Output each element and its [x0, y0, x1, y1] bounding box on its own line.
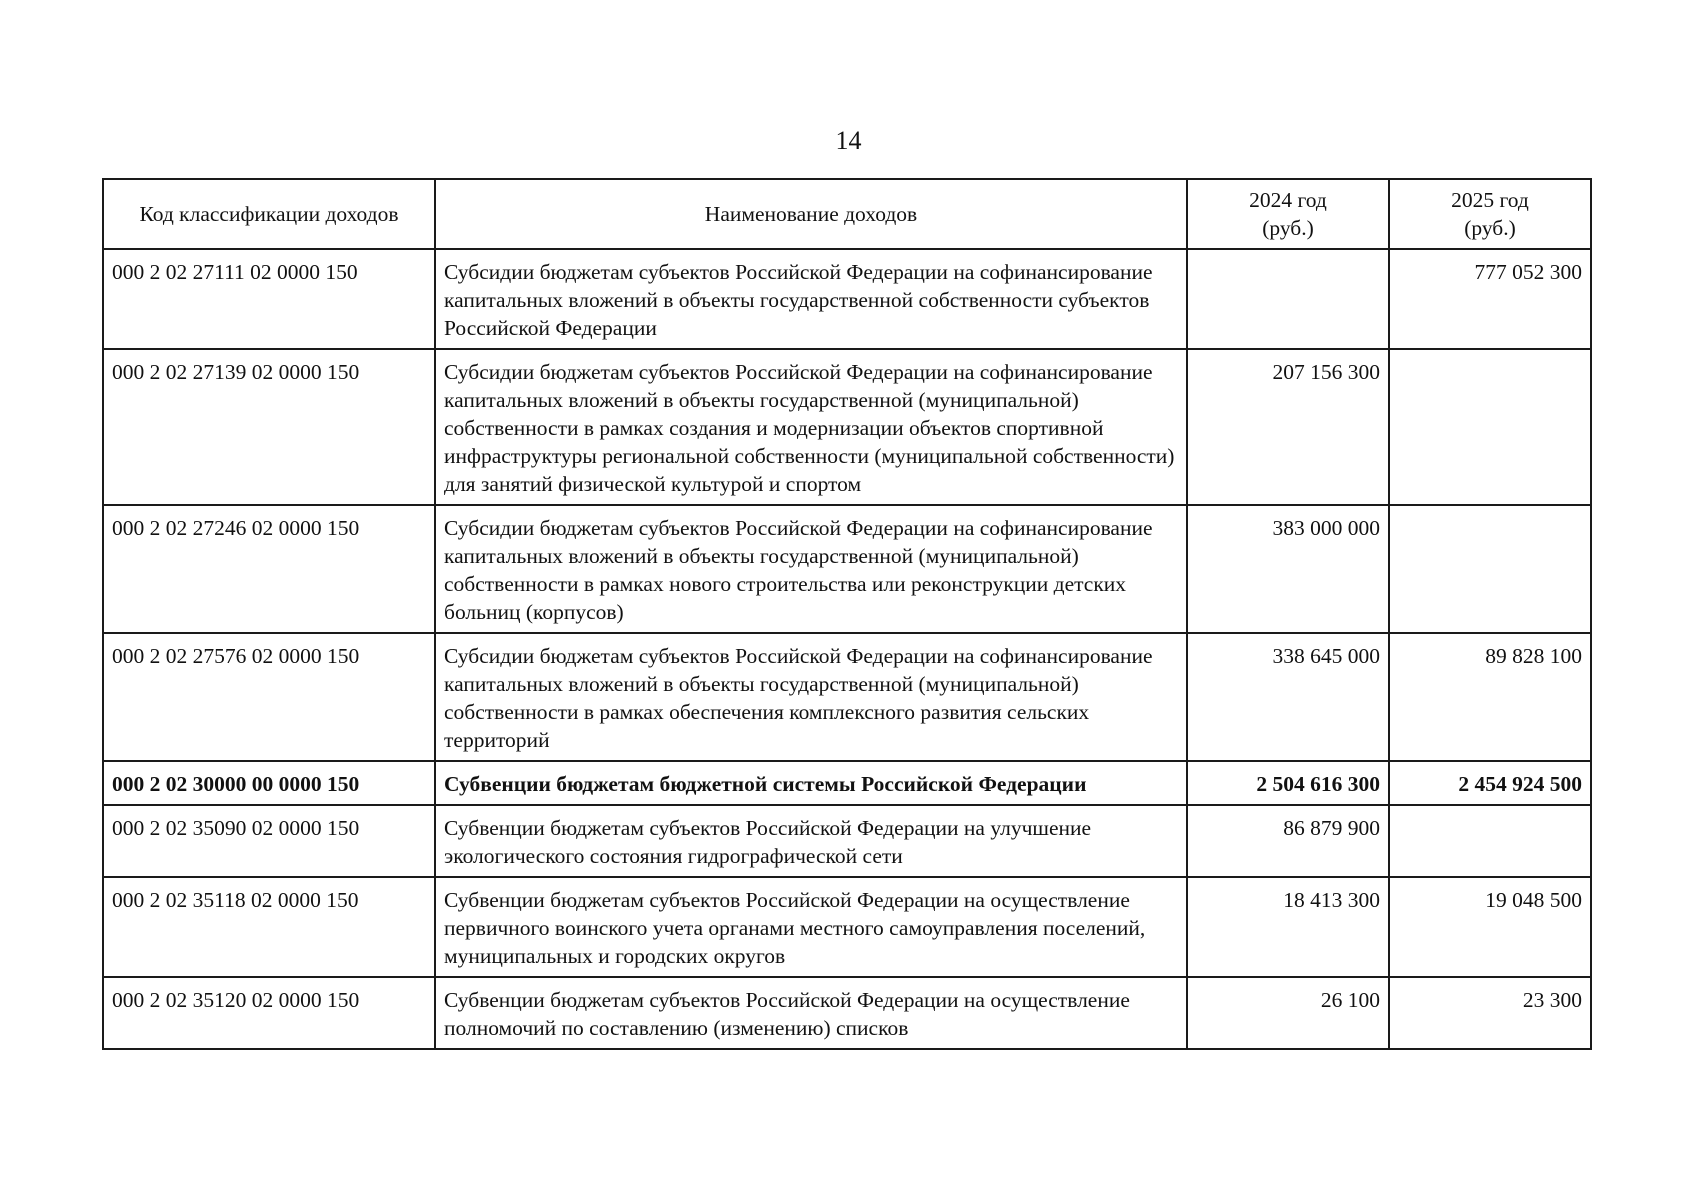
- table-row: [103, 633, 1591, 761]
- table-row: [103, 505, 1591, 633]
- table-row: [103, 805, 1591, 877]
- row-code-cell: 000 2 02 35118 02 0000 150: [103, 877, 435, 977]
- table-row: [103, 349, 1591, 505]
- row-name-cell: Субсидии бюджетам субъектов Российской Федерации на софинансирование капитальных вложений в объекты государственной (муниципальной) собственности в рамках нового строительства или реконструкции детских больниц (корпусов): [435, 505, 1187, 633]
- row-name-cell: Субсидии бюджетам субъектов Российской Федерации на софинансирование капитальных вложений в объекты государственной (муниципальной) собственности в рамках создания и модернизации объектов спортивной инфраструктуры региональной собственности (муниципальной собственности) для занятий физической культурой и спортом: [435, 349, 1187, 505]
- header-code: Код классификации доходов: [103, 179, 435, 249]
- row-name-cell: Субвенции бюджетам бюджетной системы Российской Федерации: [435, 761, 1187, 805]
- table-row: [103, 761, 1591, 805]
- row-code-cell: 000 2 02 27139 02 0000 150: [103, 349, 435, 505]
- row-2024-amount-cell: 2 504 616 300: [1187, 761, 1389, 805]
- table-row: [103, 977, 1591, 1049]
- row-code-cell: 000 2 02 30000 00 0000 150: [103, 761, 435, 805]
- header-name: Наименование доходов: [435, 179, 1187, 249]
- row-name-cell: Субсидии бюджетам субъектов Российской Федерации на софинансирование капитальных вложений в объекты государственной (муниципальной) собственности в рамках обеспечения комплексного развития сельских территорий: [435, 633, 1187, 761]
- row-name-cell: Субвенции бюджетам субъектов Российской Федерации на осуществление полномочий по составлению (изменению) списков: [435, 977, 1187, 1049]
- row-2024-amount-cell: 338 645 000: [1187, 633, 1389, 761]
- row-code-cell: 000 2 02 27576 02 0000 150: [103, 633, 435, 761]
- row-code-cell: 000 2 02 35090 02 0000 150: [103, 805, 435, 877]
- table-body: [103, 249, 1591, 1049]
- row-code-cell: 000 2 02 27111 02 0000 150: [103, 249, 435, 349]
- row-2024-amount-cell: 207 156 300: [1187, 349, 1389, 505]
- row-2024-amount-cell: 18 413 300: [1187, 877, 1389, 977]
- row-code-cell: 000 2 02 27246 02 0000 150: [103, 505, 435, 633]
- income-table: [102, 178, 1592, 1050]
- row-2025-amount-cell: [1389, 805, 1591, 877]
- row-2025-amount-cell: 89 828 100: [1389, 633, 1591, 761]
- row-2025-amount-cell: 19 048 500: [1389, 877, 1591, 977]
- header-year-2024: 2024 год (руб.): [1187, 179, 1389, 249]
- table-row: [103, 249, 1591, 349]
- row-2025-amount-cell: 23 300: [1389, 977, 1591, 1049]
- row-2024-amount-cell: 383 000 000: [1187, 505, 1389, 633]
- table-row: [103, 877, 1591, 977]
- row-2024-amount-cell: 86 879 900: [1187, 805, 1389, 877]
- row-2025-amount-cell: 2 454 924 500: [1389, 761, 1591, 805]
- row-code-cell: 000 2 02 35120 02 0000 150: [103, 977, 435, 1049]
- row-name-cell: Субвенции бюджетам субъектов Российской Федерации на осуществление первичного воинского учета органами местного самоуправления поселений, муниципальных и городских округов: [435, 877, 1187, 977]
- row-2025-amount-cell: [1389, 349, 1591, 505]
- row-2025-amount-cell: 777 052 300: [1389, 249, 1591, 349]
- row-name-cell: Субсидии бюджетам субъектов Российской Федерации на софинансирование капитальных вложений в объекты государственной собственности субъектов Российской Федерации: [435, 249, 1187, 349]
- row-2024-amount-cell: 26 100: [1187, 977, 1389, 1049]
- header-year-2025: 2025 год (руб.): [1389, 179, 1591, 249]
- page-number: 14: [835, 126, 862, 155]
- table-header-row: [103, 179, 1591, 249]
- row-2025-amount-cell: [1389, 505, 1591, 633]
- row-2024-amount-cell: [1187, 249, 1389, 349]
- row-name-cell: Субвенции бюджетам субъектов Российской Федерации на улучшение экологического состояния гидрографической сети: [435, 805, 1187, 877]
